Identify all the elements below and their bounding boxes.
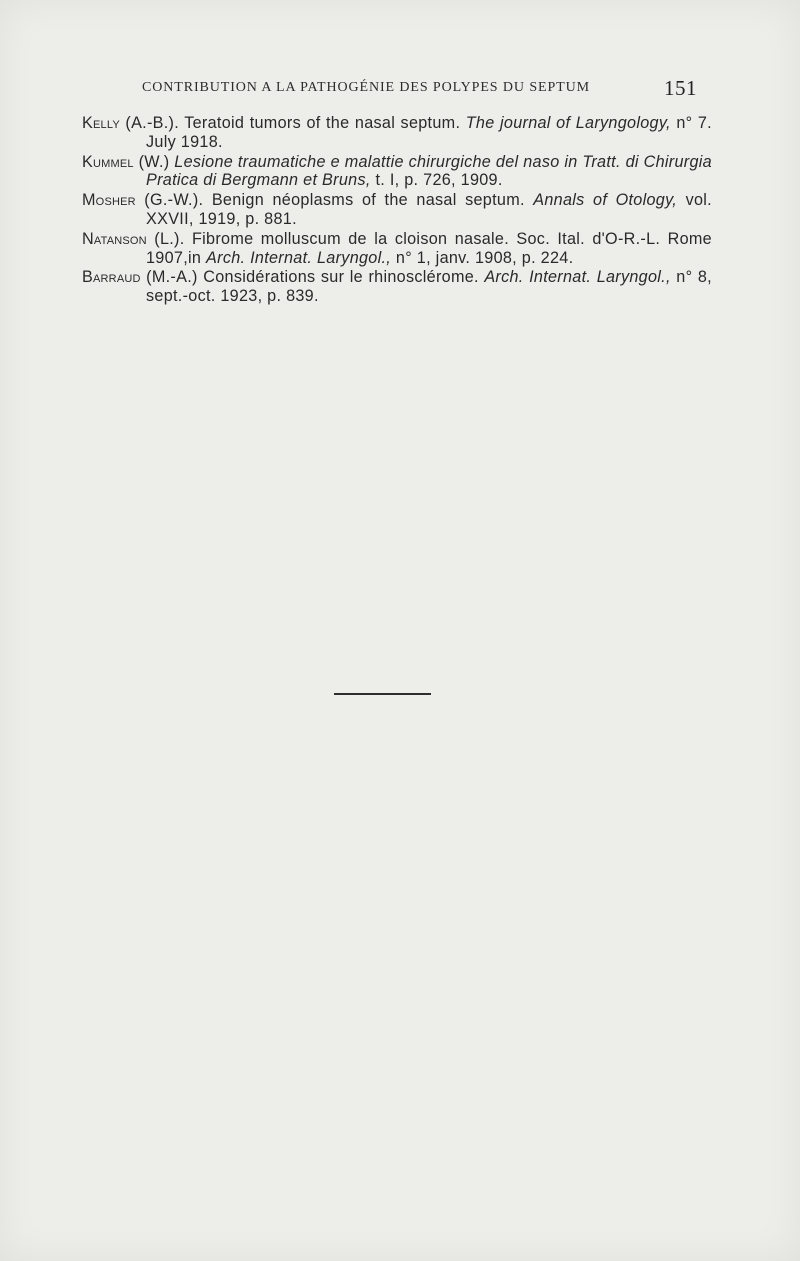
reference-title: Teratoid tumors of the nasal septum.: [184, 114, 461, 132]
reference-journal: Arch. Internat. Laryngol.,: [484, 268, 671, 287]
section-divider: [334, 693, 431, 695]
reference-author: Natanson: [82, 229, 147, 248]
reference-details: n° 7. July 1918.: [146, 114, 712, 151]
running-title: CONTRIBUTION A LA PATHOGÉNIE DES POLYPES DU SEPTUM: [142, 80, 590, 95]
reference-author: Mosher: [82, 191, 136, 210]
reference-title: Fibrome molluscum de la cloison nasale. Soc. Ital. d'O-R.-L. Rome 1907,in: [146, 229, 712, 267]
reference-details: t. I, p. 726, 1909.: [375, 171, 503, 190]
reference-initials: (M.-A.): [146, 268, 198, 287]
reference-title: Benign néoplasms of the nasal septum.: [211, 191, 525, 210]
reference-entry: [82, 114, 712, 152]
reference-details: n° 1, janv. 1908, p. 224.: [395, 248, 574, 267]
page-header: [0, 74, 800, 104]
reference-journal: Annals of Otology,: [533, 191, 678, 210]
reference-entry: [82, 191, 712, 229]
page-number: 151: [664, 76, 697, 100]
reference-author: Kelly: [82, 114, 120, 132]
reference-initials: (W.): [138, 152, 170, 171]
reference-details: n° 8, sept.-oct. 1923, p. 839.: [146, 268, 712, 306]
reference-entry: [82, 268, 712, 306]
reference-journal: The journal of Laryngology,: [465, 114, 671, 132]
reference-entry: [82, 230, 712, 268]
reference-title: Considérations sur le rhinosclérome.: [203, 268, 479, 287]
reference-author: Barraud: [82, 268, 141, 287]
reference-initials: (L.).: [154, 229, 185, 248]
reference-entry: [82, 153, 712, 191]
reference-journal: Arch. Internat. Laryngol.,: [206, 248, 392, 267]
reference-details: vol. XXVII, 1919, p. 881.: [146, 191, 712, 228]
reference-title: Lesione traumatiche e malattie chirurgiche del naso in Tratt. di Chirurgia Pratica di Bergmann et Bruns,: [146, 152, 712, 190]
reference-initials: (G.-W.).: [144, 191, 204, 210]
reference-initials: (A.-B.).: [125, 114, 180, 132]
reference-author: Kummel: [82, 152, 134, 171]
bibliography-list: [82, 114, 712, 307]
